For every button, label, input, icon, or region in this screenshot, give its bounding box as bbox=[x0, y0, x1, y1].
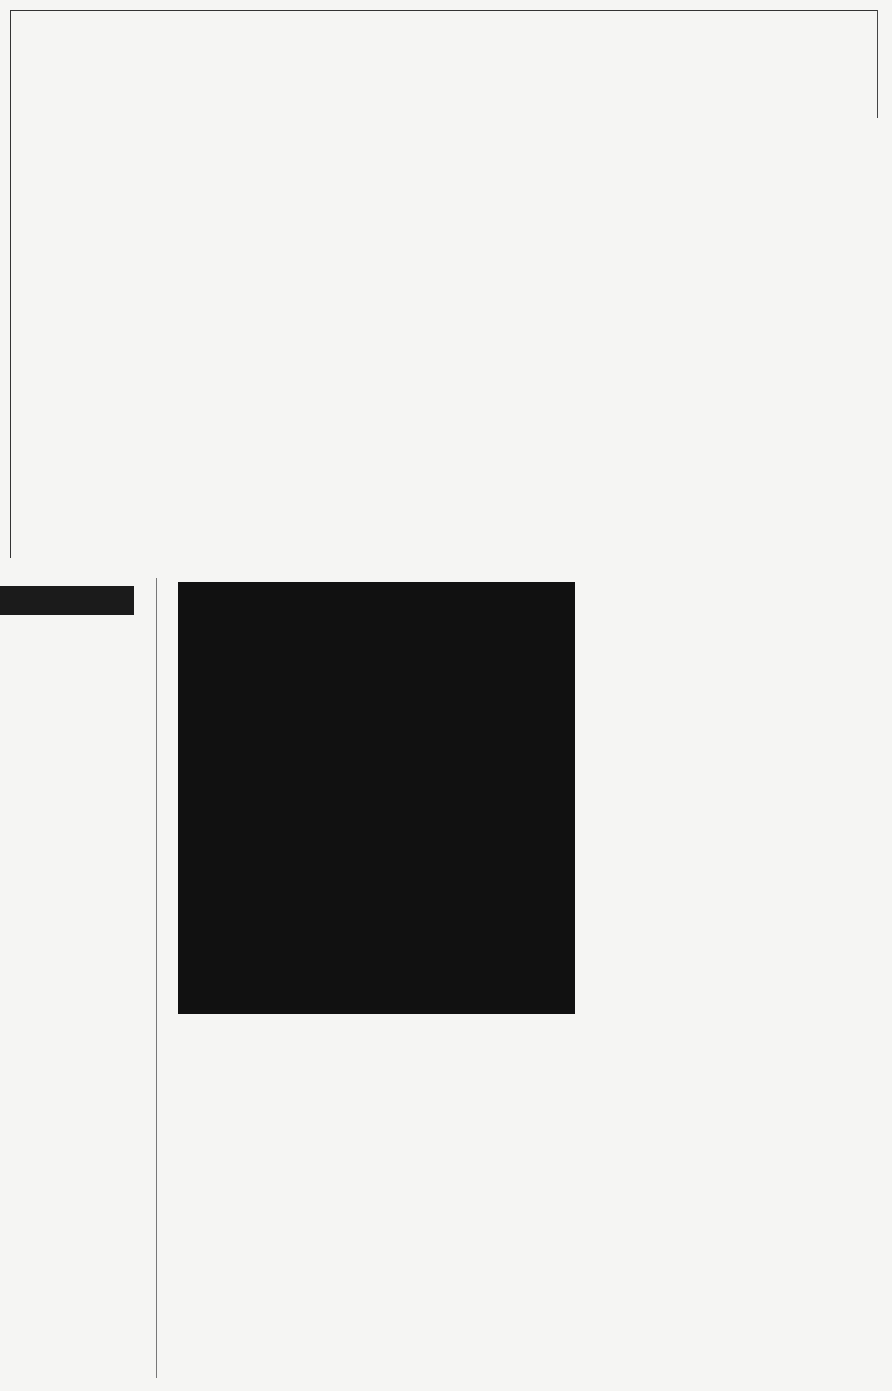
yesterday-cryptoquip bbox=[180, 1213, 580, 1233]
yesterday-label bbox=[180, 1213, 204, 1232]
article-column-3 bbox=[608, 120, 877, 123]
column-rule bbox=[156, 578, 157, 1378]
top-rule bbox=[10, 10, 878, 11]
left-rule bbox=[10, 10, 11, 558]
crossword-grid[interactable] bbox=[178, 582, 575, 1014]
right-rule bbox=[877, 10, 878, 118]
puzzle-byline-band bbox=[0, 586, 134, 615]
